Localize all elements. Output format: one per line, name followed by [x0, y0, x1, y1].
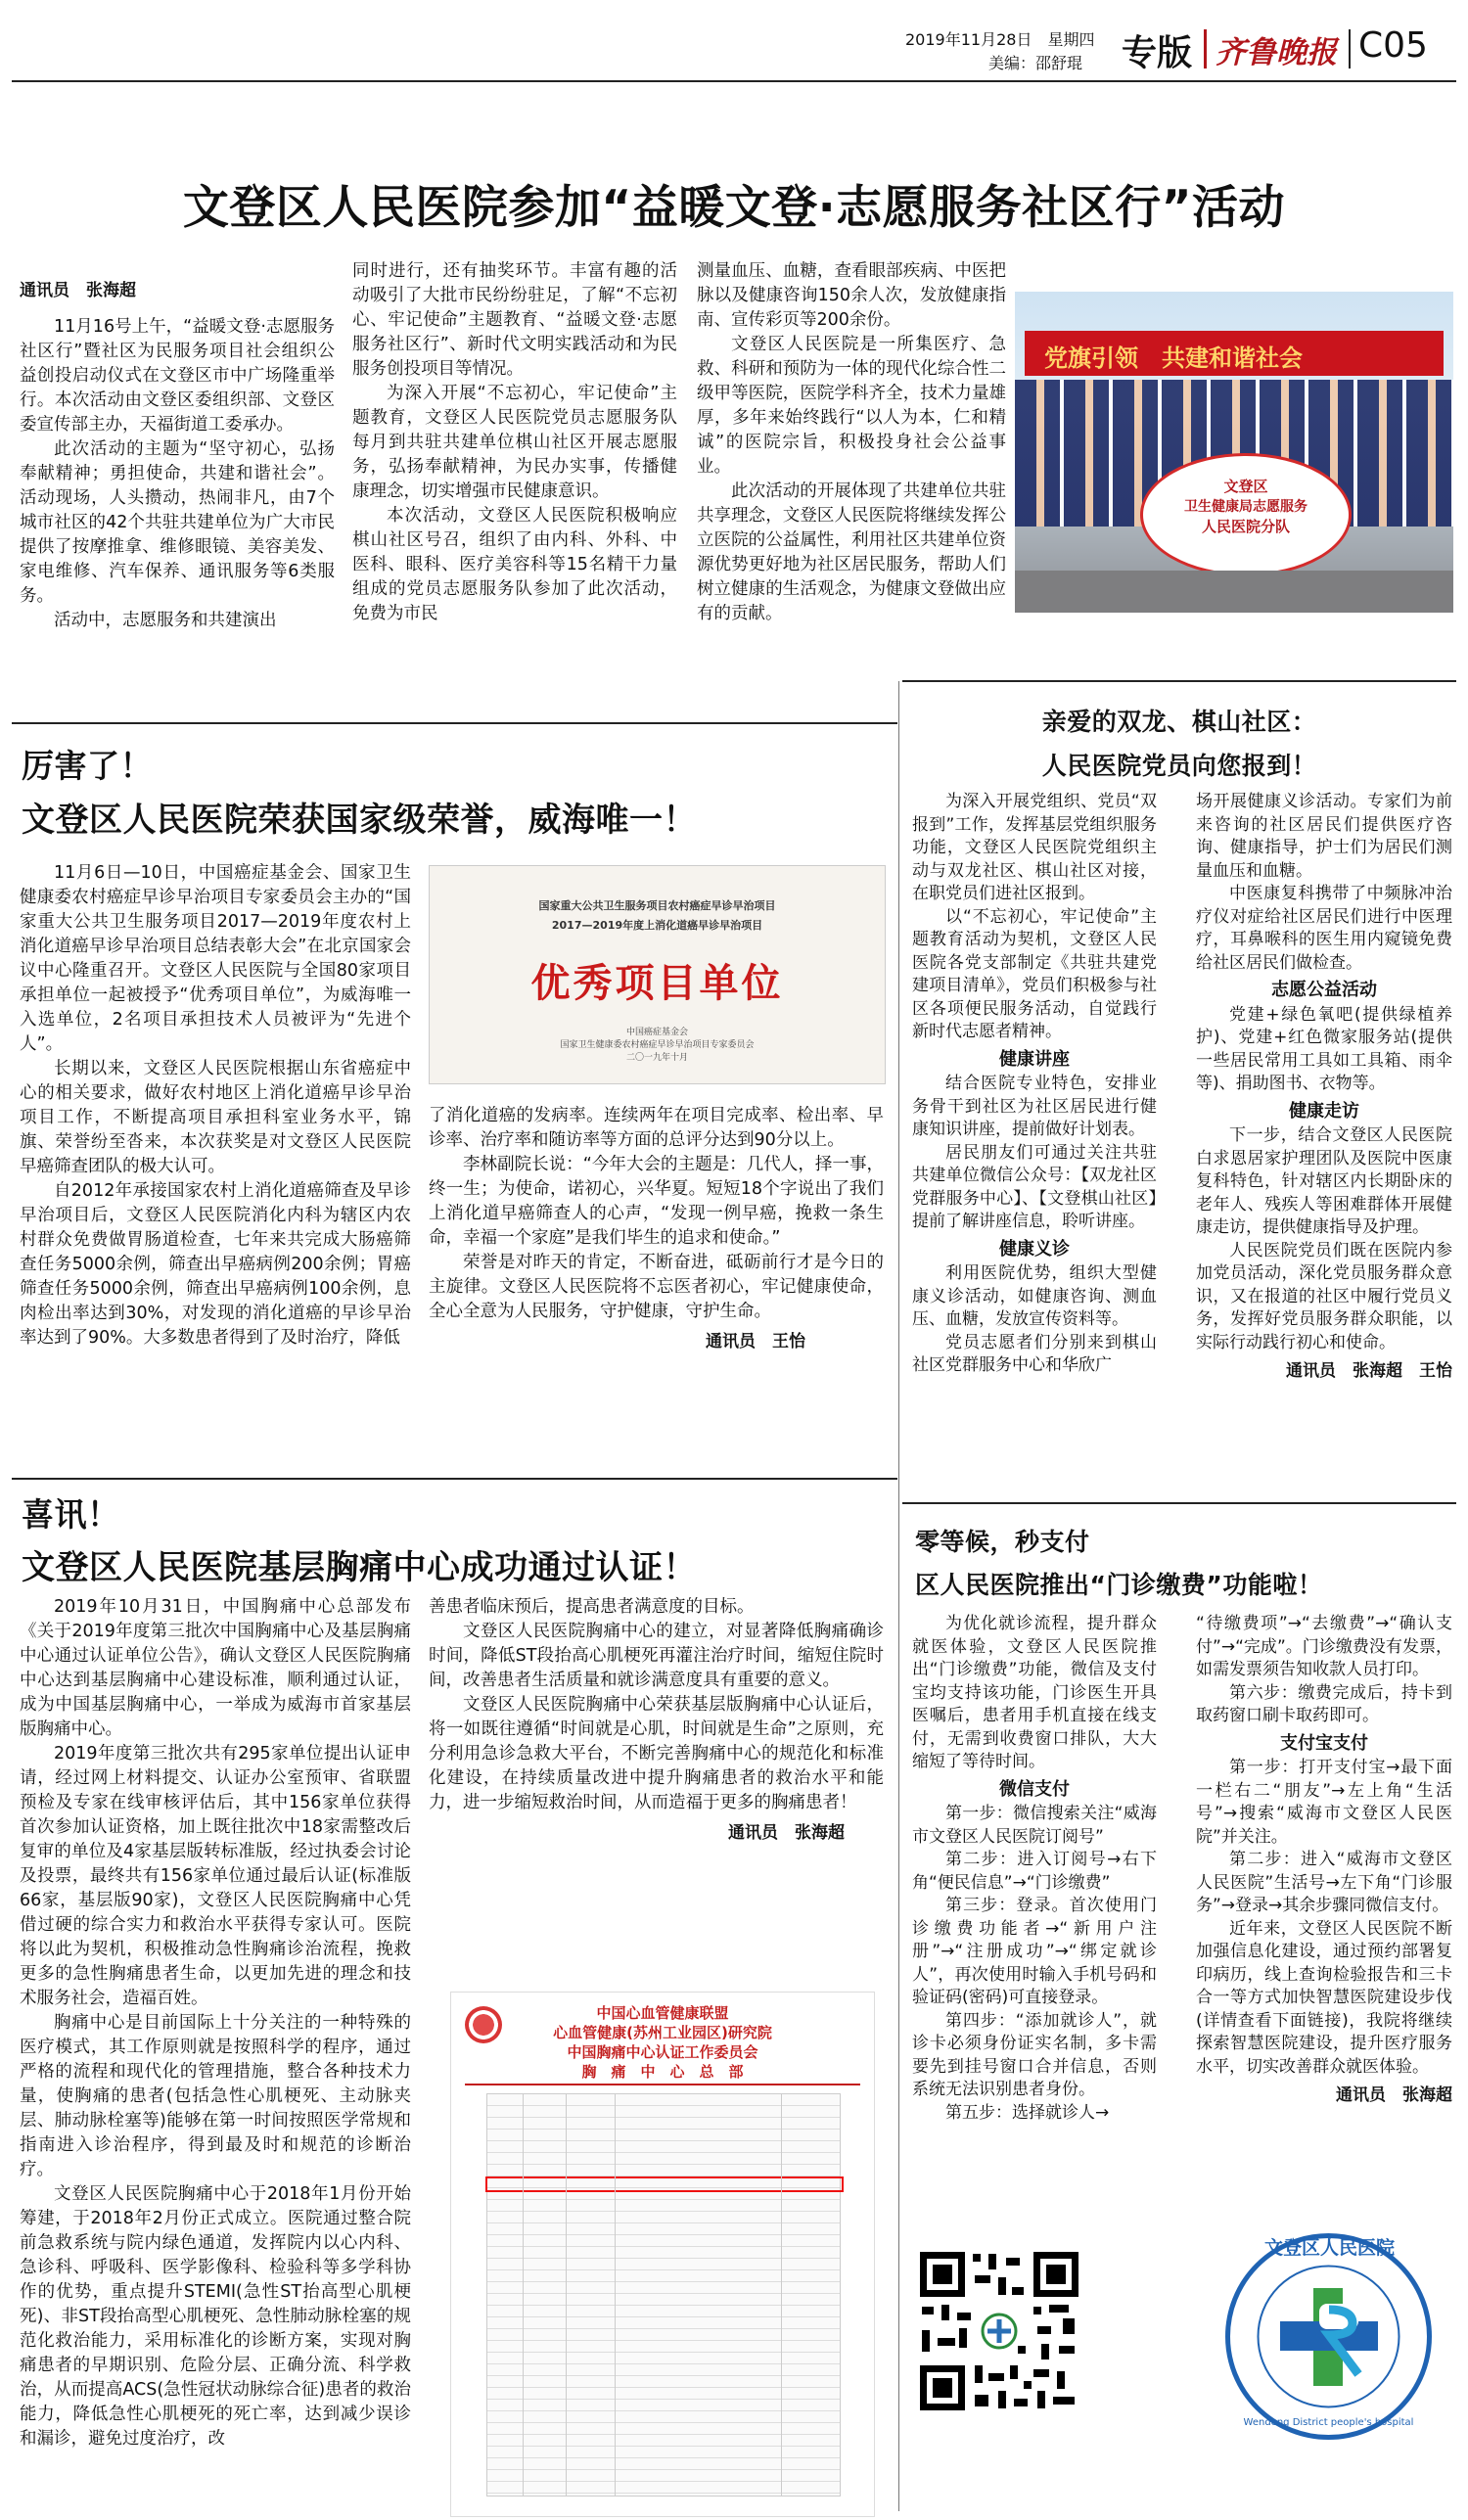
credit: 通讯员 张海超 [728, 1823, 845, 1843]
header-date: 2019年11月28日 星期四 [905, 30, 1095, 49]
chest-pain-center-document [450, 1992, 875, 2517]
photo-banner-text: 党旗引领 共建和谐社会 [1044, 344, 1303, 372]
paragraph: “待缴费项”→“去缴费”→“确认支付”→“完成”。门诊缴费没有发票，如需发票须告知收款人员打印。 [1196, 1614, 1452, 1679]
logo-text-en: Wendeng District people's hospital [1243, 2417, 1414, 2428]
paragraph: 第四步：“添加就诊人”，就诊卡必须身份证实名制，多卡需要先到挂号窗口合并信息，否则系统无法识别患者身份。 [912, 2010, 1157, 2099]
certificate-photo [429, 865, 886, 1084]
article3-col1 [20, 1595, 411, 2451]
qr-code-icon[interactable] [916, 2248, 1082, 2414]
paragraph: 场开展健康义诊活动。专家们为前来咨询的社区居民们提供医疗咨询、健康指导，护士们为居民们测量血压和血糖。 [1196, 792, 1452, 881]
subhead-wechat-pay: 微信支付 [999, 1778, 1070, 1800]
paragraph: 以“不忘初心，牢记使命”主题教育活动为契机，文登区人民医院各党支部制定《共驻共建党建项目清单》，党员们积极参与社区各项便民服务活动，自觉践行新时代志愿者精神。 [912, 906, 1157, 1041]
credit: 通讯员 张海超 王怡 [1286, 1361, 1452, 1381]
doc-header-1: 中国心血管健康联盟 [596, 2004, 729, 2022]
article5-title-line2: 区人民医院推出“门诊缴费”功能啦！ [915, 1571, 1323, 1599]
paragraph: 李林副院长说：“今年大会的主题是：几代人，择一事，终一生；为使命，诺初心，兴华夏。短短18个字说出了我们上消化道早癌筛查人的心声，“发现一例早癌，挽救一条生命，幸福一个家庭”是我们毕生的追求和使命。” [429, 1155, 884, 1248]
article1-col3 [697, 259, 1006, 626]
article5-title-line1: 零等候，秒支付 [915, 1528, 1090, 1556]
paragraph: 近年来，文登区人民医院不断加强信息化建设，通过预约部署复印病历，线上查询检验报告和三卡合一等方式加快智慧医院建设步伐(详情查看下面链接)，我院将继续探索智慧医院建设，提升医疗服务水平，切实改善群众就医体验。 [1196, 1918, 1452, 2077]
paragraph: 为深入开展“不忘初心，牢记使命”主题教育，文登区人民医院党员志愿服务队每月到共驻共建单位棋山社区开展志愿服务，弘扬奉献精神，为民办实事，传播健康理念，切实增强市民健康意识。 [352, 384, 677, 501]
header-sep [1204, 29, 1207, 69]
doc-header-4: 胸 痛 中 心 总 部 [581, 2063, 744, 2081]
vertical-column-rule [898, 681, 899, 2511]
article1-col1 [20, 279, 335, 633]
credit: 通讯员 王怡 [706, 1332, 805, 1352]
paragraph: 本次活动，文登区人民医院积极响应棋山社区号召，组织了由内科、外科、中医科、眼科、医疗美容科等15名精干力量组成的党员志愿服务队参加了此次活动，免费为市民 [352, 506, 677, 623]
subhead-health-lecture: 健康讲座 [999, 1048, 1070, 1070]
section-rule [902, 680, 1456, 682]
doc-table [486, 2093, 841, 2497]
paragraph: 党员志愿者们分别来到棋山社区党群服务中心和华欣广 [912, 1332, 1157, 1375]
paragraph: 文登区人民医院胸痛中心于2018年1月份开始筹建，于2018年2月份正式成立。医院通过整合院前急救系统与院内绿色通道，发挥院内以心内科、急诊科、呼吸科、医学影像科、检验科等多学科协作的优势，重点提升STEMI(急性ST抬高型心肌梗死)、非ST段抬高型心肌梗死、急性肺动脉栓塞的规范化救治能力，采用标准化的诊断方案，实现对胸痛患者的早期识别、危险分层、正确分流、科学救治，从而提高ACS(急性冠状动脉综合征)患者的救治能力，降低急性心肌梗死的死亡率，达到减少误诊和漏诊，避免过度治疗，改 [20, 2184, 411, 2449]
page-header [0, 20, 1468, 78]
hospital-logo-icon [1223, 2231, 1434, 2442]
credit: 通讯员 张海超 [1336, 2085, 1452, 2105]
doc-col-line [781, 2094, 782, 2496]
cert-sub: 2017—2019年度上消化道癌早诊早治项目 [551, 919, 763, 932]
sign-line1: 文登区 [1223, 478, 1268, 495]
paragraph: 11月6日—10日，中国癌症基金会、国家卫生健康委农村癌症早诊早治项目专家委员会主办的“国家重大公共卫生服务项目2017—2019年度农村上消化道癌早诊早治项目总结表彰大会”在北京国家会议中心隆重召开。文登区人民医院与全国80家项目承担单位一起被授予“优秀项目单位”，为威海唯一入选单位，2名项目承担技术人员被评为“先进个人”。 [20, 863, 411, 1054]
doc-col-line [615, 2094, 616, 2496]
header-rule [12, 80, 1456, 82]
paragraph: 此次活动的开展体现了共建单位共驻共享理念，文登区人民医院将继续发挥公立医院的公益属性，利用社区共建单位资源优势更好地为社区居民服务，帮助人们树立健康的生活观念，为健康文登做出应有的贡献。 [697, 481, 1006, 623]
doc-col-line [566, 2094, 567, 2496]
article5-col1 [912, 1613, 1157, 2125]
paragraph: 第一步：微信搜索关注“威海市文登区人民医院订阅号” [912, 1804, 1157, 1847]
article1-title: 文登区人民医院参加“益暖文登·志愿服务社区行”活动 [182, 181, 1286, 235]
paragraph: 中医康复科携带了中频脉冲治疗仪对症给社区居民们进行中医理疗，耳鼻喉科的医生用内窥镜免费给社区居民们做检查。 [1196, 884, 1452, 973]
article2-title: 文登区人民医院荣获国家级荣誉，威海唯一！ [22, 801, 697, 840]
doc-header-rule [465, 2084, 860, 2085]
paragraph: 第六步：缴费完成后，持卡到取药窗口刷卡取药即可。 [1196, 1682, 1452, 1725]
doc-header-3: 中国胸痛中心认证工作委员会 [567, 2043, 758, 2061]
paragraph: 了消化道癌的发病率。连续两年在项目完成率、检出率、早诊率、治疗率和随访率等方面的总评分达到90分以上。 [429, 1106, 884, 1150]
doc-col-line [523, 2094, 524, 2496]
article4-col1 [912, 791, 1157, 1378]
sign-line3: 人民医院分队 [1201, 518, 1290, 535]
header-page-number: C05 [1358, 25, 1428, 66]
paragraph: 为深入开展党组织、党员“双报到”工作，发挥基层党组织服务功能，文登区人民医院党组织主动与双龙社区、棋山社区对接，在职党员们进社区报到。 [912, 792, 1157, 903]
article1-col2 [352, 259, 677, 626]
paragraph: 测量血压、血糖，查看眼部疾病、中医把脉以及健康咨询150余人次，发放健康指南、宣传彩页等200余份。 [697, 261, 1006, 330]
article4-title-line2: 人民医院党员向您报到！ [1041, 752, 1317, 780]
paragraph: 长期以来，文登区人民医院根据山东省癌症中心的相关要求，做好农村地区上消化道癌早诊早治项目工作，不断提高项目承担科室业务水平，锦旗、荣誉纷至沓来，本次获奖是对文登区人民医院早癌筛查团队的极大认可。 [20, 1059, 411, 1176]
paragraph: 党建+绿色氧吧(提供绿植养护)、党建+红色微家服务站(提供一些居民常用工具如工具箱、雨伞等)、捐助图书、衣物等。 [1196, 1004, 1452, 1093]
subhead-health-visit: 健康走访 [1289, 1100, 1359, 1122]
article5-col2 [1196, 1613, 1452, 2108]
article2-col1 [20, 861, 411, 1351]
article2-kicker: 厉害了！ [22, 747, 153, 785]
paragraph: 利用医院优势，组织大型健康义诊活动，如健康咨询、测血压、血糖，发放宣传资料等。 [912, 1263, 1157, 1329]
article2-col2 [429, 1104, 884, 1354]
article3-title: 文登区人民医院基层胸痛中心成功通过认证！ [22, 1548, 697, 1587]
doc-header-2: 心血管健康(苏州工业园区)研究院 [553, 2024, 772, 2041]
paragraph: 2019年度第三批次共有295家单位提出认证申请，经过网上材料提交、认证办公室预审、省联盟预检及专家在线审核评估后，其中156家单位获得首次参加认证资格，加上既往批次中18家需整改后复审的单位及4家基层版转标准版，经过执委会讨论及投票，最终共有156家单位通过最后认证(标准版66家，基层版90家)，文登区人民医院胸痛中心凭借过硬的综合实力和救治水平获得专家认可。医院将以此为契机，积极推动急性胸痛诊治流程，挽救更多的急性胸痛患者生命，以更加先进的理念和技术服务社会，造福百姓。 [20, 1744, 411, 2008]
subhead-volunteer-welfare: 志愿公益活动 [1271, 980, 1377, 1000]
volunteer-group-photo [1015, 292, 1453, 613]
paragraph: 文登区人民医院是一所集医疗、急救、科研和预防为一体的现代化综合性二级甲等医院，医院学科齐全，技术力量雄厚，多年来始终践行“以人为本，仁和精诚”的医院宗旨，积极投身社会公益事业。 [697, 335, 1006, 477]
subhead-alipay: 支付宝支付 [1280, 1732, 1368, 1754]
paragraph: 结合医院专业特色，安排业务骨干到社区为社区居民进行健康知识讲座，提前做好计划表。 [912, 1074, 1157, 1139]
paragraph: 胸痛中心是目前国际上十分关注的一种特殊的医疗模式，其工作原则就是按照科学的程序，通过严格的流程和现代化的管理措施，整合各种技术力量，使胸痛的患者(包括急性心肌梗死、主动脉夹层、肺动脉栓塞等)能够在第一时间按照医学常规和指南进入诊治程序，得到最及时和规范的诊断治疗。 [20, 2013, 411, 2179]
sign-line2: 卫生健康局志愿服务 [1184, 499, 1307, 515]
paragraph: 第五步：选择就诊人→ [945, 2102, 1110, 2123]
cert-date: 二〇一九年十月 [625, 1053, 688, 1063]
paragraph: 下一步，结合文登区人民医院白求恩居家护理团队及医院中医康复科特色，针对辖区内长期卧床的老年人、残疾人等困难群体开展健康走访，提供健康指导及护理。 [1196, 1125, 1452, 1237]
article3-kicker: 喜讯！ [22, 1495, 120, 1534]
doc-highlight-row [485, 2176, 844, 2192]
cert-issuer2: 国家卫生健康委农村癌症早诊早治项目专家委员会 [560, 1040, 755, 1050]
section-rule [12, 1478, 897, 1480]
article3-col2 [429, 1595, 884, 1846]
paragraph: 活动中，志愿服务和共建演出 [54, 611, 277, 630]
article4-title-line1: 亲爱的双龙、棋山社区： [1041, 708, 1317, 736]
paragraph: 第二步：进入“威海市文登区人民医院”生活号→左下角“门诊服务”→登录→其余步骤同微信支付。 [1196, 1850, 1452, 1915]
paragraph: 自2012年承接国家农村上消化道癌筛查及早诊早治项目后，文登区人民医院消化内科为辖区内农村群众免费做胃肠道检查，七年来共完成大肠癌筛查任务5000余例，筛查出早癌病例200余例；胃癌筛查任务5000余例，筛查出早癌病例100余例，息肉检出率达到30%，对发现的消化道癌的早诊早治率达到了90%。大多数患者得到了及时治疗，降低 [20, 1181, 411, 1348]
paragraph: 为优化就诊流程，提升群众就医体验，文登区人民医院推出“门诊缴费”功能，微信及支付宝均支持该功能，门诊医生开具医嘱后，患者用手机直接在线支付，无需到收费窗口排队，大大缩短了等待时间。 [912, 1614, 1157, 1771]
paragraph: 11月16号上午，“益暖文登·志愿服务社区行”暨社区为民服务项目社会组织公益创投启动仪式在文登区市中广场隆重举行。本次活动由文登区委组织部、文登区委宣传部主办，天福街道工委承办。 [20, 317, 335, 435]
header-editor: 美编：邵舒琨 [988, 54, 1083, 72]
header-sep-2 [1349, 29, 1351, 69]
paragraph: 善患者临床预后，提高患者满意度的目标。 [429, 1597, 755, 1617]
paragraph: 人民医院党员们既在医院内参加党员活动，深化党员服务群众意识，又在报道的社区中履行党员义务，发挥好党员服务群众职能，以实际行动践行初心和使命。 [1196, 1240, 1452, 1352]
paragraph: 文登区人民医院胸痛中心荣获基层版胸痛中心认证后，将一如既往遵循“时间就是心肌，时间就是生命”之原则，充分利用急诊急救大平台，不断完善胸痛中心的规范化和标准化建设，在持续质量改进中提升胸痛患者的救治水平和能力，进一步缩短救治时间，从而造福于更多的胸痛患者！ [429, 1695, 884, 1812]
paragraph: 文登区人民医院胸痛中心的建立，对显著降低胸痛确诊时间，降低ST段抬高心肌梗死再灌注治疗时间，缩短住院时间，改善患者生活质量和就诊满意度具有重要的意义。 [429, 1622, 884, 1690]
paragraph: 荣誉是对昨天的肯定，不断奋进，砥砺前行才是今日的主旋律。文登区人民医院将不忘医者初心，牢记健康使命，全心全意为人民服务，守护健康，守护生命。 [429, 1253, 884, 1321]
subhead-health-clinic: 健康义诊 [999, 1238, 1070, 1260]
logo-text-cn: 文登区人民医院 [1263, 2237, 1395, 2259]
paragraph: 第二步：进入订阅号→右下角“便民信息”→“门诊缴费” [912, 1850, 1157, 1893]
paragraph: 第一步：打开支付宝→最下面一栏右二“朋友”→左上角“生活号”→搜索“威海市文登区人民医院”并关注。 [1196, 1758, 1452, 1847]
cert-top: 国家重大公共卫生服务项目农村癌症早诊早治项目 [538, 899, 776, 912]
paragraph: 同时进行，还有抽奖环节。丰富有趣的活动吸引了大批市民纷纷驻足，了解“不忘初心、牢记使命”主题教育、“益暖文登·志愿服务社区行”、新时代文明实践活动和为民服务创投项目等情况。 [352, 261, 677, 379]
byline: 通讯员 张海超 [20, 281, 136, 300]
photo-ground [1015, 571, 1453, 613]
paragraph: 第三步：登录。首次使用门诊缴费功能者→“新用户注册”→“注册成功”→“绑定就诊人”，再次使用时输入手机号码和验证码(密码)可直接登录。 [912, 1896, 1157, 2007]
header-paper-logo: 齐鲁晚报 [1216, 35, 1337, 70]
article4-col2 [1196, 791, 1452, 1384]
cert-issuer1: 中国癌症基金会 [625, 1028, 688, 1037]
photo-sign [1140, 453, 1352, 576]
paragraph: 2019年10月31日，中国胸痛中心总部发布《关于2019年度第三批次中国胸痛中心及基层胸痛中心通过认证单位公告》，确认文登区人民医院胸痛中心达到基层胸痛中心建设标准，顺利通过认证，成为中国基层胸痛中心，一举成为威海市首家基层版胸痛中心。 [20, 1597, 411, 1739]
header-section: 专版 [1122, 33, 1193, 73]
cert-main: 优秀项目单位 [530, 960, 784, 1006]
paragraph: 此次活动的主题为“坚守初心，弘扬奉献精神；勇担使命，共建和谐社会”。活动现场，人头攒动，热闹非凡，由7个城市社区的42个共驻共建单位为广大市民提供了按摩推拿、维修眼镜、美容美发、家电维修、汽车保养、通讯服务等6类服务。 [20, 439, 335, 606]
section-rule [902, 1502, 1456, 1504]
section-rule [12, 722, 897, 724]
paragraph: 居民朋友们可通过关注共驻共建单位微信公众号：【双龙社区党群服务中心】、【文登棋山社区】提前了解讲座信息，聆听讲座。 [912, 1142, 1157, 1231]
